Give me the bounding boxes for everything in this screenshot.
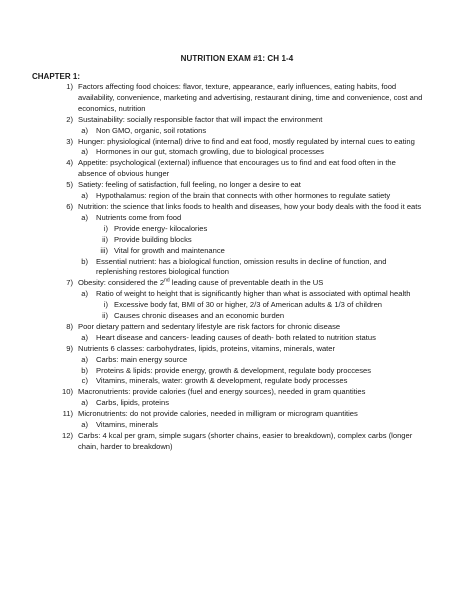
list-marker: 7) <box>66 278 73 288</box>
list-item <box>0 235 474 246</box>
list-marker: 12) <box>62 431 73 440</box>
list-item <box>0 333 474 344</box>
list-item <box>0 180 474 191</box>
list-marker: 6) <box>66 201 73 211</box>
list-item-text: Essential nutrient: has a biological function, omission results in decline of function, and replenishing restores biological function <box>96 256 387 277</box>
list-item-text-part: Obesity: considered the 2 <box>78 278 165 288</box>
list-item-text: Macronutrients: provide calories (fuel and energy sources), needed in gram quantities <box>78 387 366 397</box>
list-item <box>0 213 474 224</box>
list-item-text: Factors affecting food choices: flavor, texture, appearance, early influences, eating habits, food availability, convenience, marketing and advertising, restaurant dining, time and convenience, cost and economics, nutrition <box>78 82 423 113</box>
list-item <box>0 409 474 420</box>
ordinal-superscript: nd <box>164 277 170 284</box>
list-item <box>0 300 474 311</box>
list-item <box>0 366 474 377</box>
list-item <box>0 224 474 235</box>
list-item-text: Non GMO, organic, soil rotations <box>96 125 207 135</box>
list-item-text: Provide building blocks <box>114 234 192 244</box>
list-marker: a) <box>81 354 88 364</box>
list-item <box>0 147 474 158</box>
document-title: NUTRITION EXAM #1: CH 1-4 <box>180 54 294 63</box>
list-item <box>0 126 474 137</box>
list-item-text: Carbs: main energy source <box>96 354 188 364</box>
list-item <box>0 246 474 257</box>
list-item-text: Micronutrients: do not provide calories, needed in milligram or microgram quantities <box>78 409 358 419</box>
list-marker: a) <box>81 420 88 430</box>
list-marker: 5) <box>66 180 73 190</box>
list-item-text: Vitamins, minerals, water: growth & development, regulate body processes <box>96 376 348 386</box>
list-item-text: Ratio of weight to height that is significantly higher than what is associated with optimal health <box>96 289 411 299</box>
list-item-text: Vitamins, minerals <box>96 420 158 430</box>
list-item-text: Sustainability: socially responsible factor that will impact the environment <box>78 114 323 124</box>
list-item <box>0 158 474 180</box>
list-marker: a) <box>81 332 88 342</box>
list-item <box>0 431 474 453</box>
list-marker: b) <box>81 256 88 266</box>
list-item-text: Excessive body fat, BMI of 30 or higher, 2/3 of American adults & 1/3 of children <box>114 300 383 310</box>
list-item-text: Nutrients 6 classes: carbohydrates, lipids, proteins, vitamins, minerals, water <box>78 343 336 353</box>
list-item-text: Causes chronic diseases and an economic burden <box>114 311 285 321</box>
list-item <box>0 322 474 333</box>
chapter-heading: CHAPTER 1: <box>32 72 81 81</box>
list-marker: a) <box>81 125 88 135</box>
list-item-text: Provide energy- kilocalories <box>114 223 208 233</box>
list-item-text: Nutrients come from food <box>96 212 182 222</box>
list-marker: 3) <box>66 136 73 146</box>
list-item <box>0 191 474 202</box>
list-marker: a) <box>81 147 88 157</box>
list-item <box>0 115 474 126</box>
list-marker: i) <box>103 300 108 310</box>
list-marker: b) <box>81 365 88 375</box>
list-item-text: Hormones in our gut, stomach growling, due to biological processes <box>96 147 324 157</box>
list-marker: 11) <box>62 409 73 419</box>
list-marker: i) <box>103 223 108 233</box>
list-item <box>0 289 474 300</box>
list-item-text: Hypothalamus: region of the brain that connects with other hormones to regulate satiety <box>96 191 391 201</box>
list-item <box>0 344 474 355</box>
list-marker: 9) <box>66 343 73 353</box>
list-marker: 2) <box>66 114 73 124</box>
list-item-text: Carbs: 4 kcal per gram, simple sugars (shorter chains, easier to breakdown), complex carbs (longer chain, harder to breakdown) <box>78 431 413 451</box>
list-item <box>0 420 474 431</box>
outline-list <box>0 82 474 453</box>
list-marker: a) <box>81 289 88 299</box>
list-item-text <box>78 278 424 289</box>
list-marker: c) <box>81 376 88 386</box>
list-marker: 4) <box>66 158 73 168</box>
list-marker: ii) <box>102 311 108 321</box>
list-marker: 8) <box>66 321 73 331</box>
list-marker: a) <box>81 191 88 201</box>
list-item-text: Appetite: psychological (external) influence that encourages us to find and eat food often in the absence of obvious hunger <box>78 158 396 179</box>
list-item <box>0 257 474 279</box>
list-item <box>0 278 474 289</box>
list-item-text: Proteins & lipids: provide energy, growth & development, regulate body procceses <box>96 365 372 375</box>
list-item <box>0 376 474 387</box>
list-item <box>0 387 474 398</box>
list-item <box>0 355 474 366</box>
list-item-text: Satiety: feeling of satisfaction, full feeling, no longer a desire to eat <box>78 180 301 190</box>
list-item-text: Hunger: physiological (internal) drive to find and eat food, mostly regulated by internal cues to eating <box>78 136 415 146</box>
list-item <box>0 202 474 213</box>
list-item <box>0 311 474 322</box>
list-marker: 1) <box>66 82 73 91</box>
list-item <box>0 82 474 115</box>
list-item-text-part: leading cause of preventable death in the US <box>169 278 324 288</box>
list-item <box>0 398 474 409</box>
list-marker: a) <box>81 398 88 408</box>
list-marker: ii) <box>102 234 108 244</box>
list-marker: a) <box>81 212 88 222</box>
list-item-text: Nutrition: the science that links foods to health and diseases, how your body deals with the food it eats <box>78 201 422 211</box>
list-item-text: Poor dietary pattern and sedentary lifestyle are risk factors for chronic disease <box>78 321 341 331</box>
list-marker: 10) <box>62 387 73 397</box>
list-item-text: Carbs, lipids, proteins <box>96 398 170 408</box>
list-item-text: Vital for growth and maintenance <box>114 245 225 255</box>
list-marker: iii) <box>100 245 108 255</box>
list-item <box>0 137 474 148</box>
list-item-text: Heart disease and cancers- leading causes of death- both related to nutrition status <box>96 332 376 342</box>
